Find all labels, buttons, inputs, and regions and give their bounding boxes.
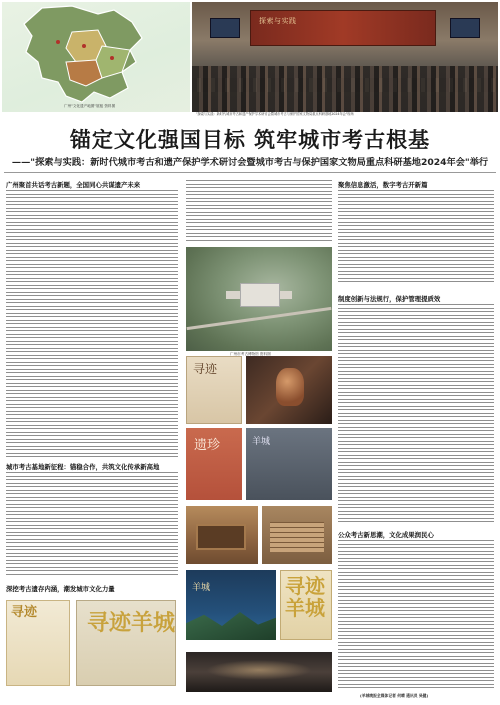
left-section3-title: 深挖考古遗存内涵，潮发城市文化力量 [6, 585, 115, 593]
exhibition-hall-photo [186, 652, 332, 692]
poster-left-title: 寻迹 [11, 605, 38, 620]
excavation-pit [196, 524, 246, 550]
museum-building [240, 283, 280, 307]
right-body-text-2 [338, 304, 494, 526]
brick-ruins [270, 522, 324, 552]
museum-aerial-photo [186, 247, 332, 351]
left-section2-title: 城市考古基地新征程：锚稳合作，共筑文化传承新高地 [6, 463, 160, 471]
exhibition-poster [186, 570, 276, 640]
book4-title: 羊城 [252, 437, 271, 447]
artifact-photo [246, 356, 332, 424]
map-marker [56, 40, 60, 44]
exhibition-poster-left [6, 600, 70, 686]
aerial-caption: 广州市考古博物馆 资料图 [230, 352, 271, 356]
left-screen [210, 18, 240, 38]
ruins-photo [262, 506, 332, 564]
right-screen [450, 18, 480, 38]
audience [192, 66, 498, 112]
right-body-text-3 [338, 540, 494, 690]
conference-banner [250, 10, 436, 46]
byline: (羊城晚报全媒体记者 何晴 通讯员 吴健) [360, 693, 429, 698]
middle-body-text [186, 180, 332, 244]
book1-title: 寻迹 [193, 362, 218, 376]
left-body-text-2 [6, 472, 178, 580]
book-cover-4 [246, 428, 332, 500]
big-book-title: 寻迹羊城 [285, 574, 325, 620]
conference-photo [192, 2, 498, 112]
book3-title: 遗珍 [194, 438, 221, 453]
right-section1-title: 聚焦信息激活，数字考古开新篇 [338, 181, 428, 189]
excavation-site-photo [186, 506, 258, 564]
pottery-artifact [276, 368, 304, 406]
district-map-graphic [2, 2, 190, 112]
banner-text: 探索与实践 [259, 17, 297, 25]
exhibition-poster-right [76, 600, 176, 686]
left-body-text-1 [6, 190, 178, 458]
book-cover-1 [186, 356, 242, 424]
headline-divider [4, 172, 496, 173]
right-section2-title: 制度创新与法规行，保护管理提质效 [338, 295, 441, 303]
book-cover-large [280, 570, 332, 640]
right-body-text-1 [338, 190, 494, 290]
road [187, 307, 332, 330]
meeting-caption: "探索与实践：新时代城市考古和遗产保护学术研讨会暨城市考古与保护国家文物局重点科研基地2024年会"现场 [196, 112, 354, 116]
map-caption: 广州"文化遗产地图"展板 资料图 [64, 104, 116, 108]
exhibit-light [206, 660, 312, 680]
map-marker [110, 56, 114, 60]
map-marker [82, 44, 86, 48]
poster-title: 羊城 [192, 583, 211, 593]
poster-right-title: 寻迹羊城 [87, 610, 176, 636]
right-section3-title: 公众考古新思潮，文化成果润民心 [338, 531, 434, 539]
book-cover-3 [186, 428, 242, 500]
heritage-map-photo [2, 2, 190, 112]
headline: 锚定文化强国目标 筑牢城市考古根基 [69, 127, 431, 152]
subheadline: ——"探索与实践：新时代城市考古和遗产保护学术研讨会暨城市考古与保护国家文物局重点科研基地2024年会"举行 [11, 157, 489, 168]
map-region-east [96, 46, 130, 78]
poster-mountains [186, 612, 276, 640]
left-section1-title: 广州聚首共话考古新题，全国同心共谋遗产未来 [6, 181, 141, 189]
